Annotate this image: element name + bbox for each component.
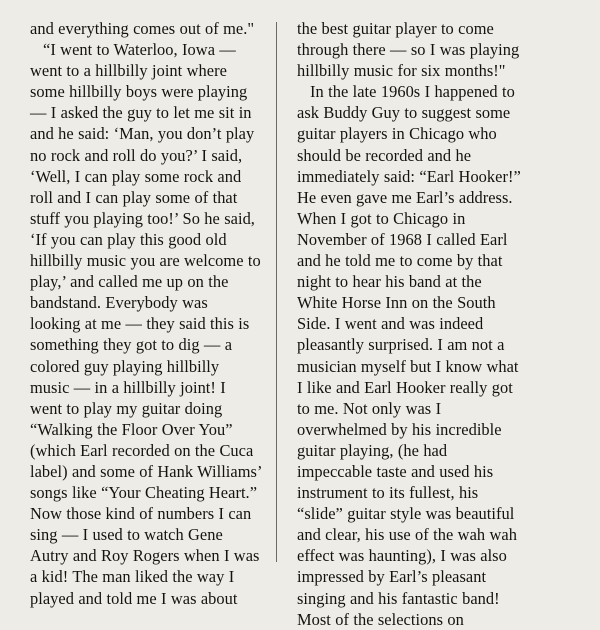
right-column — [277, 18, 523, 629]
paragraph: “I went to Waterloo, Iowa — went to a hillbilly joint where some hillbilly boys were playing — I asked the guy to let me sit in and he said: ‘Man, you don’t play no rock and roll do you?’ I said, ‘Well, I can play some rock and roll and I can play some of that stuff you playing too!’ So he said, ‘If you can play this good old hillbilly music you are welcome to play,’ and called me up on the bandstand. Everybody was looking at me — they said this is something they got to dig — a colored guy playing hillbilly music — in a hillbilly joint! I went to play my guitar doing “Walking the Floor Over You” (which Earl recorded on the Cuca label) and some of Hank Williams’ songs like “Your Cheating Heart.” Now those kind of numbers I can sing — I used to watch Gene Autry and Roy Rogers when I was a kid! The man liked the way I played and told me I was about — [30, 40, 262, 608]
paragraph: the best guitar player to come through there — so I was playing hillbilly music for six months!" — [297, 19, 520, 81]
paragraph: In the late 1960s I happened to ask Buddy Guy to suggest some guitar players in Chicago who should be recorded and he immediately said: “Earl Hooker!” He even gave me Earl’s address. When I got to Chicago in November of 1968 I called Earl and he told me to come by that night to hear his band at the White Horse Inn on the South Side. I went and was indeed pleasantly surprised. I am not a musician myself but I know what I like and Earl Hooker really got to me. Not only was I overwhelmed by his incredible guitar playing, (he had impeccable taste and used his instrument to its fullest, his “slide” guitar style was beautiful and clear, his use of the wah wah effect was haunting), I was also impressed by Earl’s pleasant singing and his fantastic band! Most of the selections on — [297, 82, 521, 629]
paragraph: and everything comes out of me." — [30, 19, 255, 38]
left-column — [30, 18, 276, 608]
